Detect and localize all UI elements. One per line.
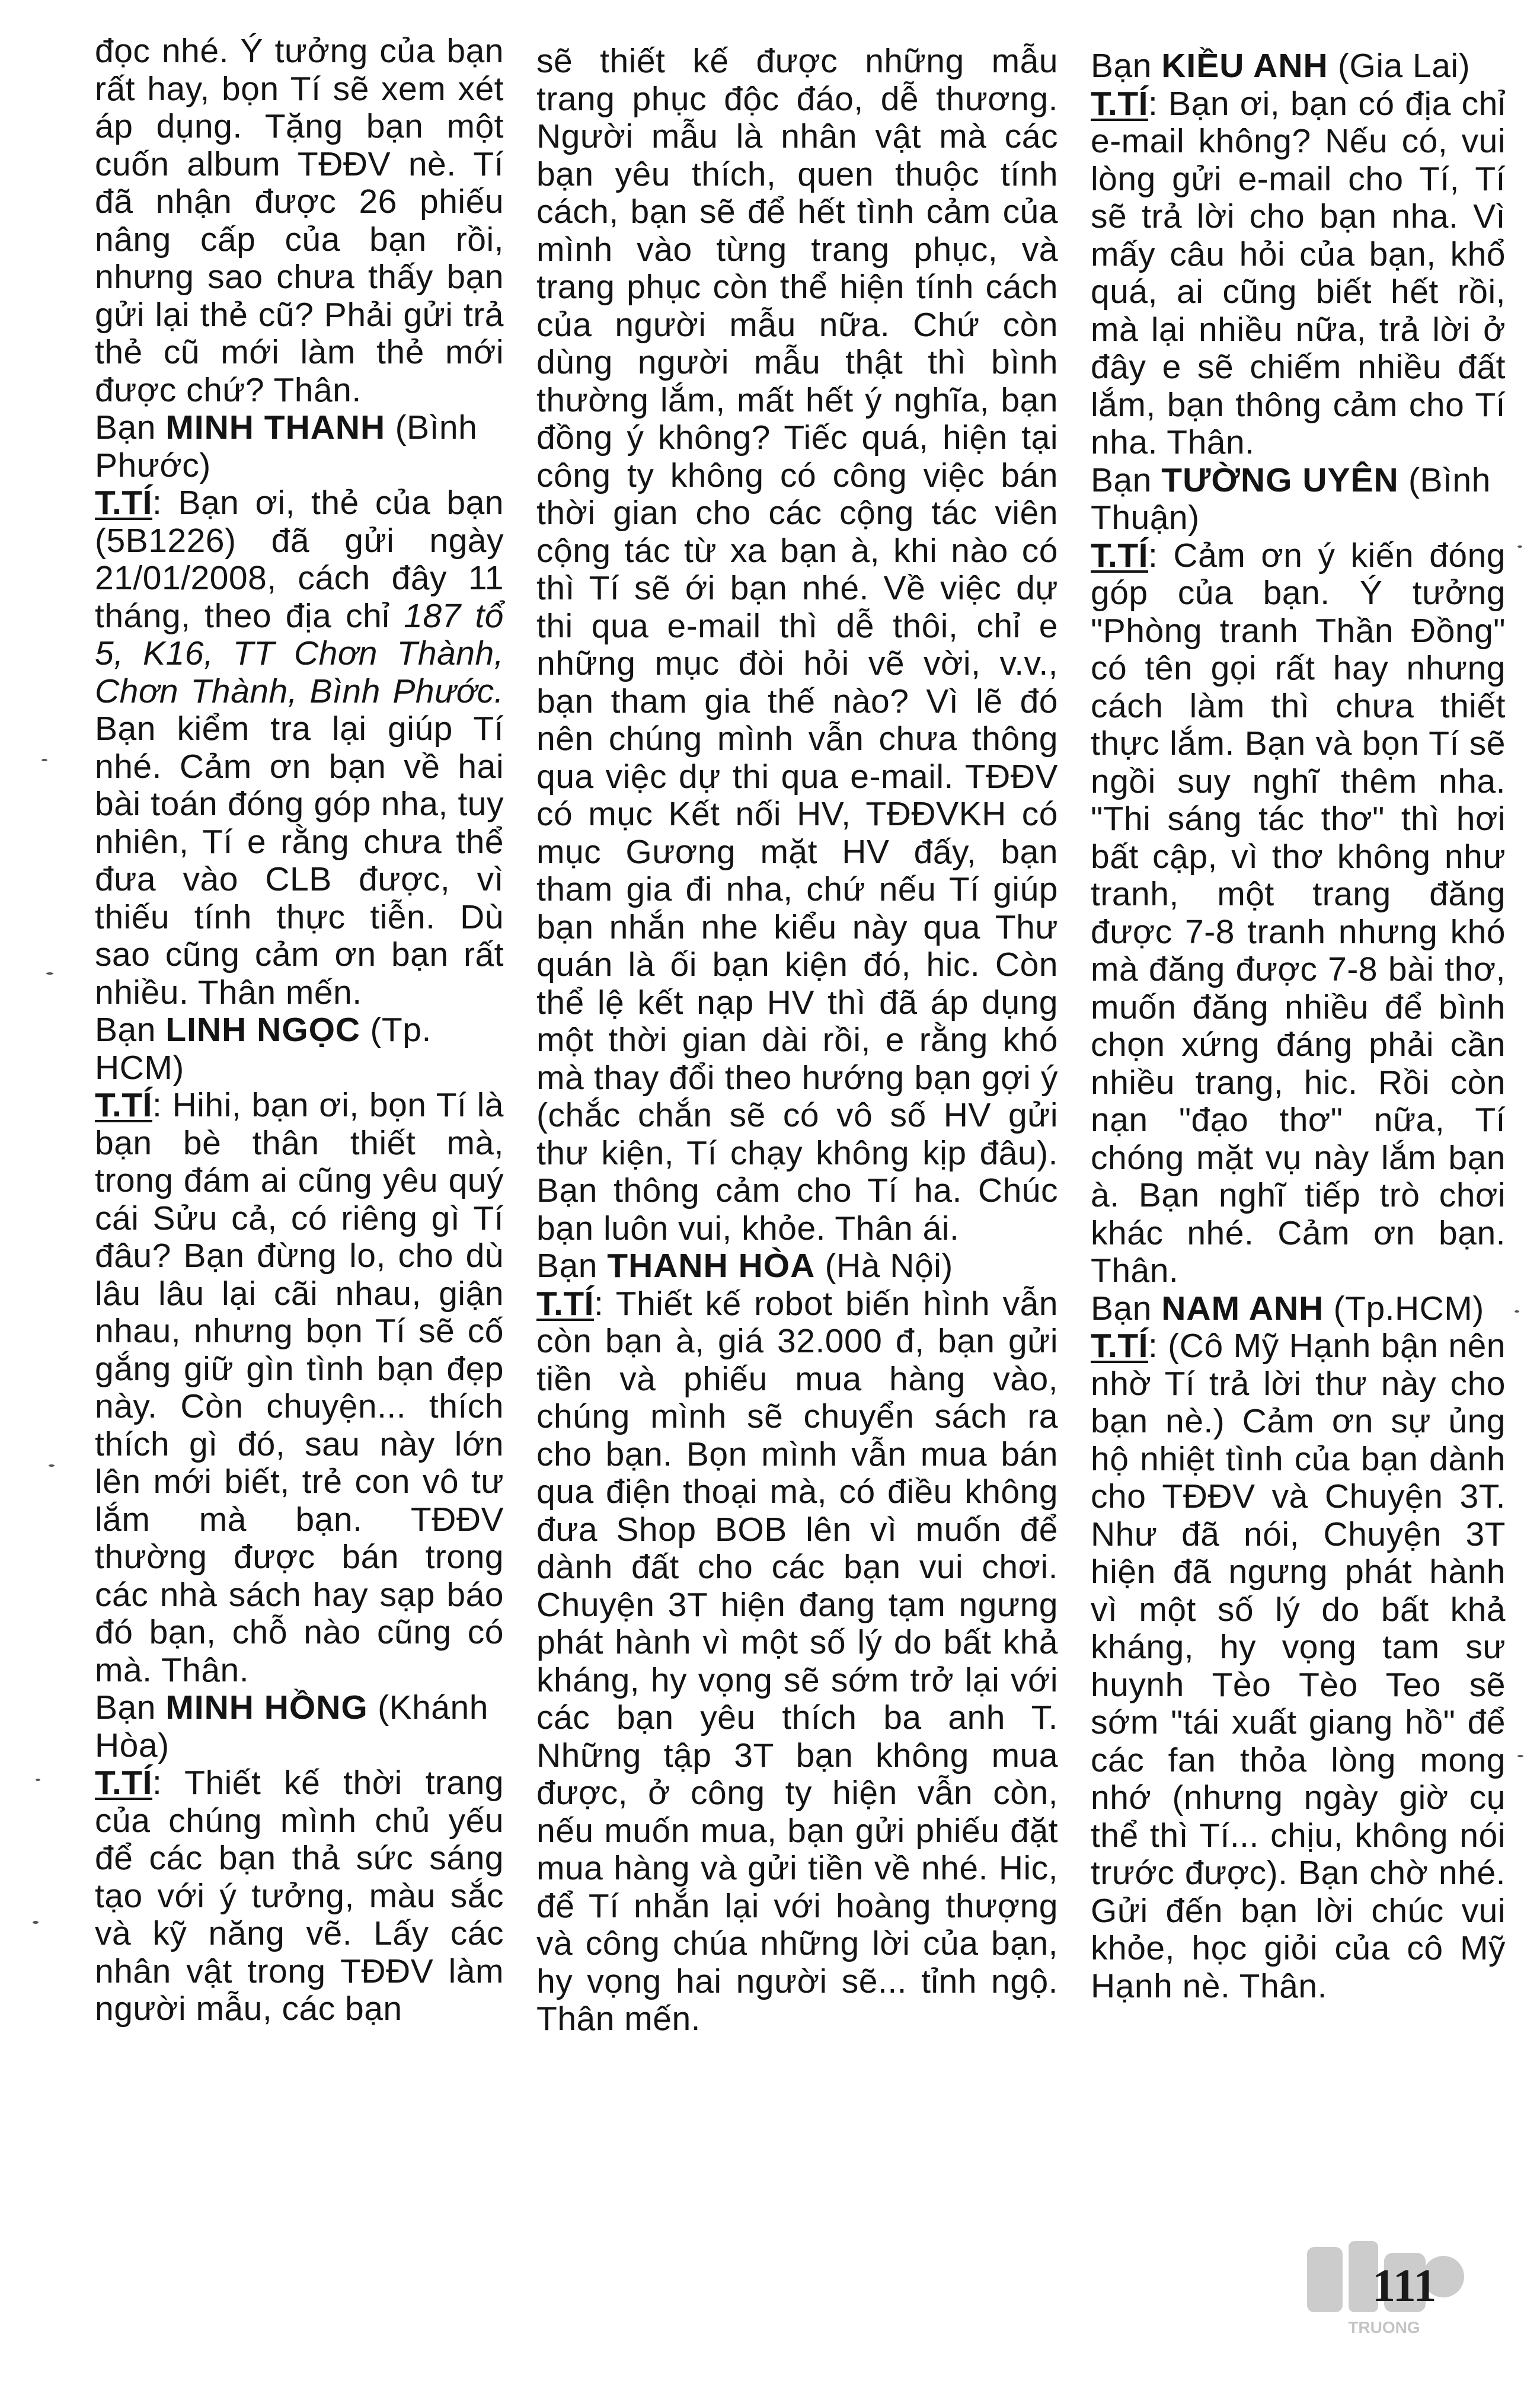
reader-header [536,1247,1058,1285]
reader-name: MINH HỒNG [165,1689,368,1726]
reply-text: T.TÍ: Hihi, bạn ơi, bọn Tí là bạn bè thân thiết mà, trong đám ai cũng yêu quý cái Sửu cả, có riêng gì Tí đâu? Bạn đừng lo, cho dù lâu lâu lại cãi nhau, giận nhau, nhưng bọn Tí sẽ cố gắng giữ gìn tình bạn đẹp này. Còn chuyện... thích thích gì đó, sau này lớn lên mới biết, trẻ con vô tư lắm mà bạn. TĐĐV thường được bán trong các nhà sách hay sạp báo đó bạn, chỗ nào cũng có mà. Thân. [95,1086,504,1689]
watermark-text: TRUONG [1348,2318,1420,2337]
reader-header [95,1011,504,1087]
reply-text: T.TÍ: Thiết kế robot biến hình vẫn còn bạn à, giá 32.000 đ, bạn gửi tiền và phiếu mua hàng vào, chúng mình sẽ chuyển sách ra cho bạn. Bọn mình vẫn mua bán qua điện thoại mà, có điều không đưa Shop BOB lên vì muốn để dành đất cho các bạn vui chơi. Chuyện 3T hiện đang tạm ngưng phát hành vì một số lý do bất khả kháng, hy vọng sẽ sớm trở lại với các bạn yêu thích ba anh T. Những tập 3T bạn không mua được, ở công ty hiện vẫn còn, nếu muốn mua, bạn gửi phiếu đặt mua hàng và gửi tiền về nhé. Hic, để Tí nhắn lại với hoàng thượng và công chúa những lời của bạn, hy vọng hai người sẽ... tỉnh ngộ. Thân mến. [536,1284,1058,2038]
reply-tag: T.TÍ [1091,536,1148,574]
reader-name: NAM ANH [1161,1289,1324,1327]
letter-reply-continued [536,43,1058,1247]
reply-tag: T.TÍ [1091,1327,1148,1365]
postal-address: 187 tổ 5, K16, TT Chơn Thành, Chơn Thành, Bình Phước. [95,596,504,710]
reader-place: (Tp.HCM) [1333,1289,1484,1327]
reply-text: sẽ thiết kế được những mẫu trang phục độc đáo, dễ thương. Người mẫu là nhân vật mà các bạn yêu thích, quen thuộc tính cách, bạn sẽ để hết tình cảm của mình vào từng trang phục, và trang phục còn thể hiện tính cách của người mẫu nữa. Chứ còn dùng người mẫu thật thì bình thường lắm, mất hết ý nghĩa, bạn đồng ý không? Tiếc quá, hiện tại công ty không có công việc bán thời gian cho các cộng tác viên cộng tác từ xa bạn à, khi nào có thì Tí sẽ ới bạn nhé. Về việc dự thi qua e-mail thì dễ thôi, chỉ e những mục đòi hỏi vẽ vời, v.v., bạn tham gia thế nào? Vì lẽ đó nên chúng mình vẫn chưa thông qua việc dự thi qua e-mail. TĐĐV có mục Kết nối HV, TĐĐVKH có mục Gương mặt HV đấy, bạn tham gia đi nha, chứ nếu Tí giúp bạn nhắn nhe kiểu này qua Thư quán là ối bạn kiện đó, hic. Còn thể lệ kết nạp HV thì đã áp dụng một thời gian dài rồi, e rằng khó mà thay đổi theo hướng bạn gợi ý (chắc chắn sẽ có vô số HV gửi thư kiện, Tí chạy không kịp đâu). Bạn thông cảm cho Tí ha. Chúc bạn luôn vui, khỏe. Thân ái. [536,42,1058,1247]
reply-text: T.TÍ: Cảm ơn ý kiến đóng góp của bạn. Ý tưởng "Phòng tranh Thần Đồng" có tên gọi rất hay nhưng cách làm thì chưa thiết thực lắm. Bạn và bọn Tí sẽ ngồi suy nghĩ thêm nha. "Thi sáng tác thơ" thì hơi bất cập, vì thơ không như tranh, một trang đăng được 7-8 tranh nhưng khó mà đăng được 7-8 bài thơ, muốn đăng nhiều để bình chọn xứng đáng phải cần nhiều trang, hic. Rồi còn nạn "đạo thơ" nữa, Tí chóng mặt vụ này lắm bạn à. Bạn nghĩ tiếp trò chơi khác nhé. Cảm ơn bạn. Thân. [1091,536,1506,1290]
letter-reply [1091,47,1506,462]
reader-place: (Tp. HCM) [95,1011,432,1087]
scan-speck [1517,545,1522,548]
reply-text: T.TÍ: Thiết kế thời trang của chúng mình chủ yếu để các bạn thả sức sáng tạo với ý tưởng, màu sắc và kỹ năng vẽ. Lấy các nhân vật trong TĐĐV làm người mẫu, các bạn [95,1764,504,2028]
reply-text: T.TÍ: (Cô Mỹ Hạnh bận nên nhờ Tí trả lời thư này cho bạn nè.) Cảm ơn sự ủng hộ nhiệt tình của bạn dành cho TĐĐV và Chuyện 3T. Như đã nói, Chuyện 3T hiện đã ngưng phát hành vì một số lý do bất khả kháng, hy vọng tam sư huynh Tèo Tèo Teo sẽ sớm "tái xuất giang hồ" để các fan thỏa lòng mong nhớ (nhưng ngày giờ cụ thể thì Tí... chịu, không nói trước được). Bạn chờ nhé. Gửi đến bạn lời chúc vui khỏe, học giỏi của cô Mỹ Hạnh nè. Thân. [1091,1327,1506,2005]
reader-prefix: Bạn [536,1247,598,1285]
reader-header [1091,462,1506,537]
reply-tag: T.TÍ [1091,84,1148,123]
reply-tag: T.TÍ [95,484,152,522]
reader-place: (Gia Lai) [1338,47,1471,85]
reader-place: (Khánh Hòa) [95,1689,488,1764]
reader-place: (Bình Thuận) [1091,461,1491,537]
reader-prefix: Bạn [95,1689,156,1726]
reader-prefix: Bạn [1091,1289,1152,1327]
reader-place: (Hà Nội) [825,1247,953,1285]
reader-name: THANH HÒA [607,1247,816,1285]
reader-header [95,1689,504,1764]
scan-speck [1517,1755,1523,1757]
reader-name: MINH THANH [165,408,386,446]
reader-header [1091,47,1506,85]
reply-tag: T.TÍ [95,1764,152,1802]
scan-speck [1515,1310,1519,1313]
reader-prefix: Bạn [95,1011,156,1049]
column-3 [1091,47,1506,2005]
reader-name: TƯỜNG UYÊN [1161,461,1399,499]
scan-speck [33,1921,39,1924]
reply-tag: T.TÍ [536,1284,594,1323]
column-1 [95,33,504,2028]
letter-reply [1091,462,1506,1290]
reader-prefix: Bạn [1091,47,1152,85]
letter-reply [536,1247,1058,2038]
reader-name: KIỀU ANH [1161,47,1328,85]
letter-reply [1091,1290,1506,2006]
letter-reply-continued [95,33,504,409]
reader-header [1091,1290,1506,1328]
reader-prefix: Bạn [95,408,156,446]
scan-speck [41,759,47,761]
reader-name: LINH NGỌC [165,1011,361,1049]
scan-speck [46,972,53,975]
column-2 [536,43,1058,2038]
letter-reply [95,1011,504,1689]
reply-text: đọc nhé. Ý tưởng của bạn rất hay, bọn Tí sẽ xem xét áp dụng. Tặng bạn một cuốn album TĐĐV nè. Tí đã nhận được 26 phiếu nâng cấp của bạn rồi, nhưng sao chưa thấy bạn gửi lại thẻ cũ? Phải gửi trả thẻ cũ mới làm thẻ mới được chứ? Thân. [95,32,504,409]
letter-reply [95,409,504,1011]
reader-prefix: Bạn [1091,461,1152,499]
reply-tag: T.TÍ [95,1086,152,1124]
scan-speck [36,1779,40,1781]
reader-place: (Bình Phước) [95,408,478,484]
reply-text: T.TÍ: Bạn ơi, thẻ của bạn (5B1226) đã gửi ngày 21/01/2008, cách đây 11 tháng, theo địa chỉ 187 tổ 5, K16, TT Chơn Thành, Chơn Thành, Bình Phước. Bạn kiểm tra lại giúp Tí nhé. Cảm ơn bạn về hai bài toán đóng góp nha, tuy nhiên, Tí e rằng chưa thể đưa vào CLB được, vì thiếu tính thực tiễn. Dù sao cũng cảm ơn bạn rất nhiều. Thân mến. [95,484,504,1011]
reply-text: T.TÍ: Bạn ơi, bạn có địa chỉ e-mail không? Nếu có, vui lòng gửi e-mail cho Tí, Tí sẽ trả lời cho bạn nha. Vì mấy câu hỏi của bạn, khổ quá, ai cũng biết hết rồi, mà lại nhiều nữa, trả lời ở đây e sẽ chiếm nhiều đất lắm, bạn thông cảm cho Tí nha. Thân. [1091,84,1506,461]
letter-reply [95,1689,504,2028]
reader-header [95,409,504,484]
scan-speck [49,1464,55,1467]
page-number: 111 [1372,2259,1437,2311]
